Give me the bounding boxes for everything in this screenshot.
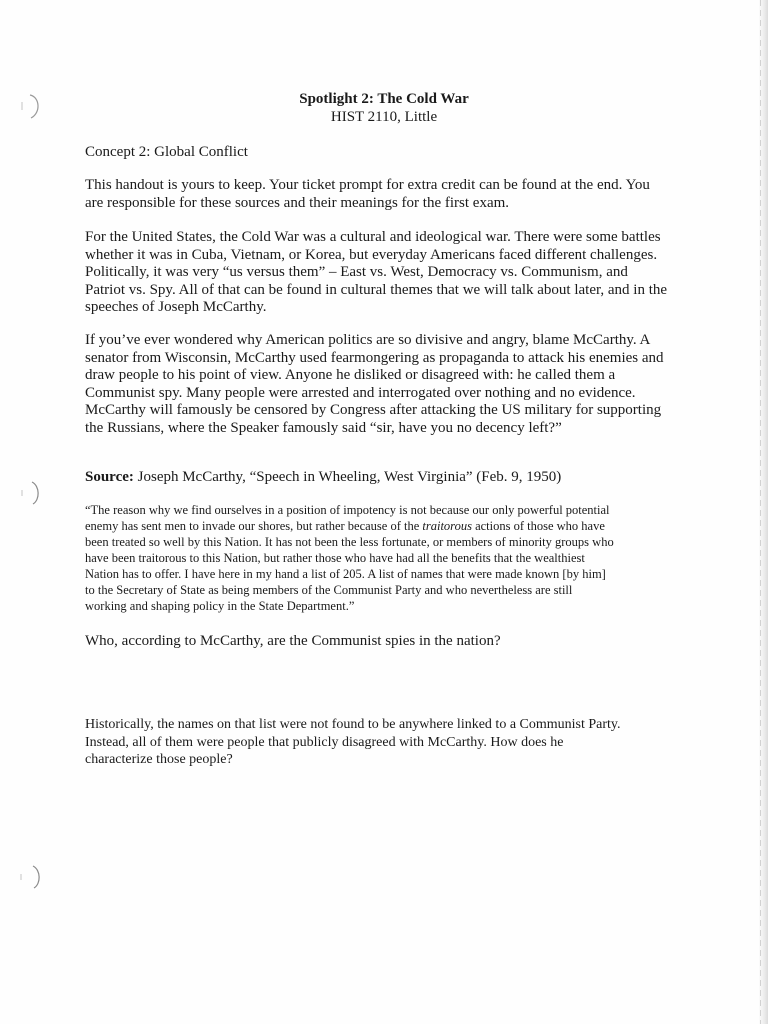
source-label: Source: [85, 469, 134, 485]
quote-line: working and shaping policy in the State Department.” [85, 599, 355, 613]
question-line: Historically, the names on that list were not found to be anywhere linked to a Communist Party. [85, 717, 621, 732]
paragraph-line: This handout is yours to keep. Your ticket prompt for extra credit can be found at the end. You [85, 177, 650, 193]
question-two [85, 716, 680, 769]
question-one: Who, according to McCarthy, are the Communist spies in the nation? [85, 633, 501, 649]
paragraph-line: If you’ve ever wondered why American politics are so divisive and angry, blame McCarthy. A [85, 332, 651, 348]
punch-hole-icon [16, 862, 44, 892]
quote-line: to the Secretary of State as being members of the Communist Party and who nevertheless are still [85, 583, 573, 597]
paragraph-line: senator from Wisconsin, McCarthy used fearmongering as propaganda to attack his enemies and [85, 349, 664, 366]
paragraph-line: Patriot vs. Spy. All of that can be found in cultural themes that we will talk about later, and in the [85, 281, 668, 298]
quote-line: been treated so well by this Nation. It has not been the less fortunate, or members of minority groups who [85, 535, 614, 549]
scan-page-edge [758, 0, 768, 1024]
quote-line: Nation has to offer. I have here in my hand a list of 205. A list of names that were made known [by him] [85, 567, 606, 581]
quote-line: “The reason why we find ourselves in a position of impotency is not because our only powerful potential [85, 503, 610, 517]
cold-war-paragraph [85, 229, 680, 317]
quote-text: actions of those who have [471, 519, 605, 533]
paragraph-line: Communist spy. Many people were arrested and interrogated over nothing and no evidence. [85, 384, 636, 401]
question-line: Instead, all of them were people that publicly disagreed with McCarthy. How does he [85, 734, 564, 750]
paragraph-line: draw people to his point of view. Anyone he disliked or disagreed with: he called them a [85, 367, 616, 383]
source-citation [85, 468, 561, 486]
paragraph-line: For the United States, the Cold War was a cultural and ideological war. There were some battles [85, 229, 661, 245]
paragraph-line: Politically, it was very “us versus them” – East vs. West, Democracy vs. Communism, and [85, 264, 628, 280]
mccarthy-paragraph [85, 332, 680, 437]
intro-paragraph [85, 177, 680, 212]
question-line: characterize those people? [85, 752, 233, 767]
quote-line [85, 518, 680, 534]
source-text: Joseph McCarthy, “Speech in Wheeling, West Virginia” (Feb. 9, 1950) [133, 469, 562, 485]
paragraph-line: speeches of Joseph McCarthy. [85, 299, 267, 315]
quote-emphasis: traitorous [422, 519, 472, 533]
concept-heading: Concept 2: Global Conflict [85, 144, 248, 160]
paragraph-line: whether it was in Cuba, Vietnam, or Korea, but everyday Americans faced different challenges. [85, 246, 658, 263]
document-title: Spotlight 2: The Cold War [299, 91, 469, 107]
punch-hole-icon [16, 478, 44, 508]
paragraph-line: are responsible for these sources and their meanings for the first exam. [85, 194, 510, 211]
paragraph-line: the Russians, where the Speaker famously said “sir, have you no decency left?” [85, 419, 562, 436]
quote-line: have been traitorous to this Nation, but rather those who have had all the benefits that the wealthiest [85, 551, 585, 565]
paragraph-line: McCarthy will famously be censored by Congress after attacking the US military for supporting [85, 402, 662, 418]
speech-quote [85, 502, 680, 614]
course-label: HIST 2110, Little [330, 109, 438, 125]
quote-text: enemy has sent men to invade our shores, but rather because of the [85, 519, 423, 533]
